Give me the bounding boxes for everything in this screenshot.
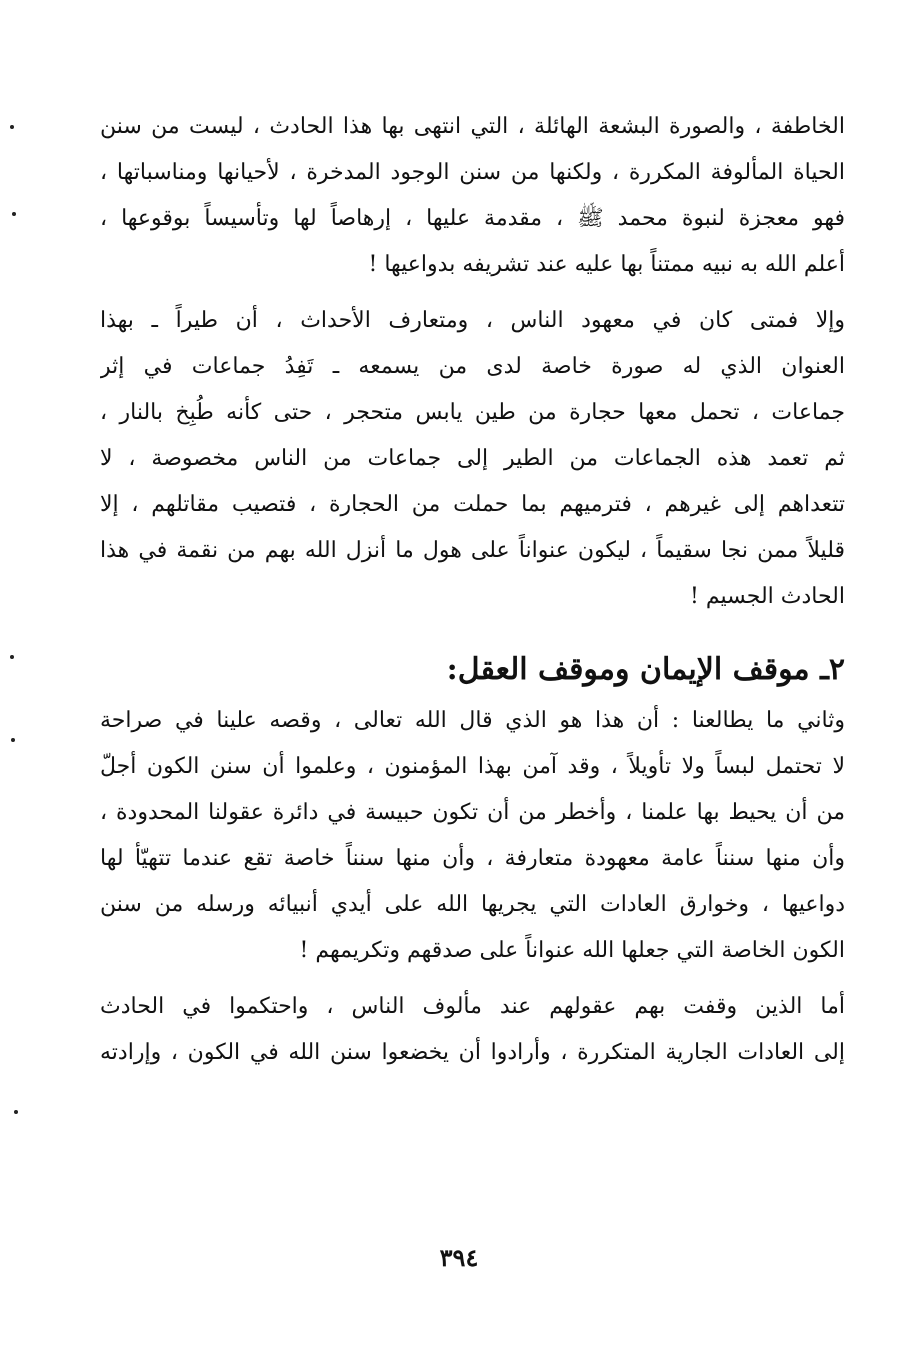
text-line: أما الذين وقفت بهم عقولهم عند مألوف الناس ، واحتكموا في الحادث [100, 994, 845, 1019]
paragraph-gap [100, 974, 845, 984]
paragraph-gap [100, 288, 845, 298]
paragraph-1 [100, 104, 845, 288]
text-line: وأن منها سنناً عامة معهودة متعارفة ، وأن منها سنناً خاصة تقع عندما تتهيّأ لها [100, 846, 845, 871]
scan-speck [11, 738, 15, 742]
paragraph-3 [100, 698, 845, 974]
text-line: إلى العادات الجارية المتكررة ، وأرادوا أن يخضعوا سنن الله في الكون ، وإرادته [100, 1040, 845, 1065]
section-heading: ٢ـ موقف الإيمان وموقف العقل: [446, 652, 845, 687]
page-number: ٣٩٤ [439, 1243, 479, 1272]
text-line: دواعيها ، وخوارق العادات التي يجريها الله على أيدي أنبيائه ورسله من سنن [100, 892, 845, 917]
page-body [100, 104, 845, 1076]
text-line: لا تحتمل لبساً ولا تأويلاً ، وقد آمن بهذا المؤمنون ، وعلموا أن سنن الكون أجلّ [100, 754, 845, 779]
text-line: العنوان الذي له صورة خاصة لدى من يسمعه ـ تَفِدُ جماعات في إثر [100, 354, 845, 379]
text-line: الحادث الجسيم ! [690, 584, 845, 609]
text-line: الخاطفة ، والصورة البشعة الهائلة ، التي انتهى بها هذا الحادث ، ليست من سنن [100, 114, 845, 139]
text-line: قليلاً ممن نجا سقيماً ، ليكون عنواناً على هول ما أنزل الله بهم من نقمة في هذا [100, 538, 845, 563]
text-line: وإلا فمتى كان في معهود الناس ، ومتعارف الأحداث ، أن طيراً ـ بهذا [100, 308, 845, 333]
text-line: جماعات ، تحمل معها حجارة من طين يابس متحجر ، حتى كأنه طُبِخ بالنار ، [100, 400, 845, 425]
text-line: وثاني ما يطالعنا : أن هذا هو الذي قال الله تعالى ، وقصه علينا في صراحة [100, 708, 845, 733]
scan-speck [10, 655, 14, 659]
text-line: الكون الخاصة التي جعلها الله عنواناً على صدقهم وتكريمهم ! [299, 938, 845, 963]
text-line: فهو معجزة لنبوة محمد ﷺ ، مقدمة عليها ، إرهاصاً لها وتأسيساً بوقوعها ، [100, 206, 845, 231]
text-line: الحياة المألوفة المكررة ، ولكنها من سنن الوجود المدخرة ، لأحيانها ومناسباتها ، [100, 160, 845, 185]
paragraph-2 [100, 298, 845, 620]
section-gap [100, 620, 845, 642]
scan-speck [10, 125, 14, 129]
paragraph-4 [100, 984, 845, 1076]
scan-speck [14, 1110, 18, 1114]
text-line: تتعداهم إلى غيرهم ، فترميهم بما حملت من الحجارة ، فتصيب مقاتلهم ، إلا [100, 492, 845, 517]
scan-speck [12, 212, 16, 216]
text-line: أعلم الله به نبيه ممتناً بها عليه عند تشريفه بدواعيها ! [368, 252, 845, 277]
text-line: من أن يحيط بها علمنا ، وأخطر من أن تكون حبيسة في دائرة عقولنا المحدودة ، [100, 800, 845, 825]
text-line: ثم تعمد هذه الجماعات من الطير إلى جماعات من الناس مخصوصة ، لا [100, 446, 845, 471]
